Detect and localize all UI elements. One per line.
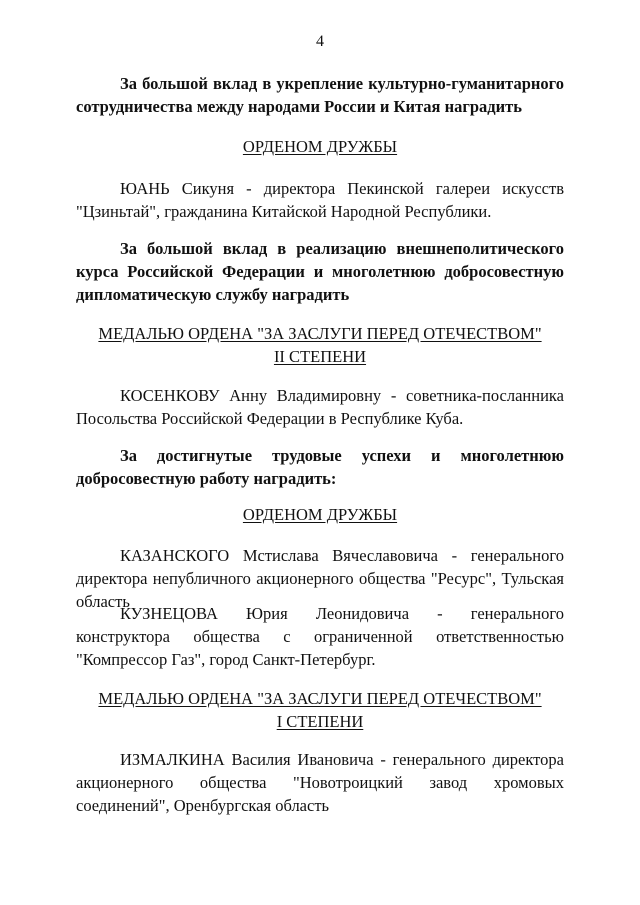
section-2-recipient-1: КОСЕНКОВУ Анну Владимировну - советника-посланника Посольства Российской Федерации в Республике Куба. [76,386,564,428]
section-3-intro: За достигнутые трудовые успехи и многолетнюю добросовестную работу наградить: [76,446,564,488]
section-2-intro: За большой вклад в реализацию внешнеполитического курса Российской Федерации и многолетнюю добросовестную дипломатическую службу наградить [76,239,564,304]
section-2-award [0,322,640,368]
section-1-recipient-1: ЮАНЬ Сикуня - директора Пекинской галереи искусств "Цзиньтай", гражданина Китайской Народной Республики. [76,179,564,221]
section-3-award [0,503,640,526]
award-title: МЕДАЛЬЮ ОРДЕНА "ЗА ЗАСЛУГИ ПЕРЕД ОТЕЧЕСТВОМ" [98,324,542,343]
award-title: ОРДЕНОМ ДРУЖБЫ [242,137,398,156]
section-4-recipient-1: ИЗМАЛКИНА Василия Ивановича - генерального директора акционерного общества "Новотроицкий завод хромовых соединений", Оренбургская область [76,750,564,815]
section-1-intro: За большой вклад в укрепление культурно-гуманитарного сотрудничества между народами России и Китая наградить [76,74,564,116]
section-3-recipient-2: КУЗНЕЦОВА Юрия Леонидовича - генерального конструктора общества с ограниченной ответственностью "Компрессор Газ", город Санкт-Петербург. [76,604,564,669]
award-degree: II СТЕПЕНИ [273,347,367,366]
award-title: ОРДЕНОМ ДРУЖБЫ [242,505,398,524]
page-number: 4 [316,33,324,50]
award-title: МЕДАЛЬЮ ОРДЕНА "ЗА ЗАСЛУГИ ПЕРЕД ОТЕЧЕСТВОМ" [98,689,542,708]
section-4-award [0,687,640,733]
section-3-recipient-1: КАЗАНСКОГО Мстислава Вячеславовича - генерального директора непубличного акционерного общества "Ресурс", Тульская область [76,546,564,611]
award-degree: I СТЕПЕНИ [276,712,364,731]
section-1-award [0,135,640,158]
